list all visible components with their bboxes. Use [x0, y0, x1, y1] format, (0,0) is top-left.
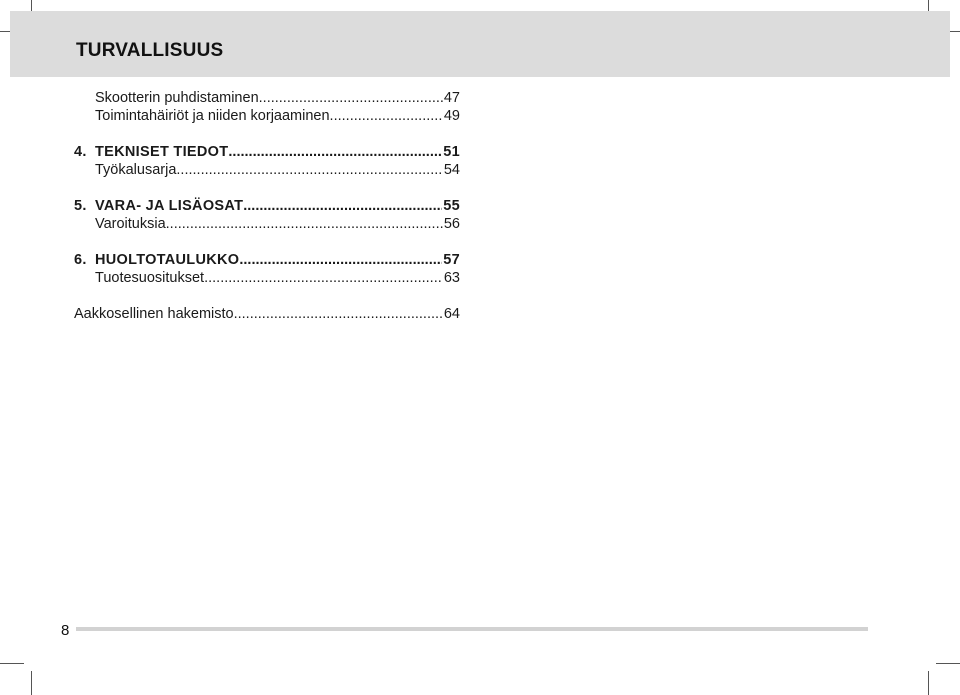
toc-leader-dots — [228, 144, 442, 162]
toc-chapter-technical-data[interactable] — [74, 144, 460, 162]
toc-entry-index[interactable] — [74, 306, 460, 324]
toc-entry-troubleshooting[interactable] — [74, 108, 460, 126]
toc-chapter-maintenance-table[interactable] — [74, 252, 460, 270]
toc-entry-page: 56 — [443, 215, 460, 232]
toc-gap — [74, 125, 460, 144]
toc-chapter-page: 51 — [443, 144, 460, 160]
toc-entry-label: Skootterin puhdistaminen — [95, 90, 259, 106]
toc-entry-page: 63 — [443, 269, 460, 286]
toc-chapter-spare-parts[interactable] — [74, 198, 460, 216]
toc-gap — [74, 233, 460, 252]
toc-entry-page: 54 — [443, 161, 460, 178]
toc-leader-dots — [234, 306, 443, 324]
crop-mark — [928, 671, 929, 695]
toc-leader-dots — [330, 108, 443, 126]
toc-entry-product-recommendations[interactable] — [74, 270, 460, 288]
toc-entry-label: Aakkosellinen hakemisto — [74, 306, 234, 322]
toc-chapter-page: 55 — [443, 198, 460, 214]
toc-chapter-label: HUOLTOTAULUKKO — [95, 252, 240, 268]
toc-entry-toolkit[interactable] — [74, 162, 460, 180]
toc-gap — [74, 179, 460, 198]
toc-gap — [74, 287, 460, 306]
toc-chapter-number: 6. — [74, 252, 87, 268]
toc-entry-warnings[interactable] — [74, 216, 460, 234]
toc-leader-dots — [259, 90, 443, 108]
crop-mark — [936, 663, 960, 664]
page-number: 8 — [61, 622, 70, 639]
footer-bar — [76, 627, 868, 631]
toc-entry-label: Tuotesuositukset — [95, 269, 205, 286]
toc-entry-page: 49 — [443, 107, 460, 124]
toc-entry-label: Työkalusarja — [95, 161, 177, 178]
crop-mark — [31, 671, 32, 695]
toc-chapter-label: VARA- JA LISÄOSAT — [95, 198, 244, 214]
toc-leader-dots — [166, 216, 443, 234]
table-of-contents — [74, 90, 460, 324]
toc-entry-label: Toimintahäiriöt ja niiden korjaaminen — [95, 107, 330, 124]
toc-leader-dots — [239, 252, 442, 270]
toc-entry-cleaning[interactable] — [74, 90, 460, 108]
toc-entry-label: Varoituksia — [95, 215, 166, 232]
toc-entry-page: 64 — [443, 306, 460, 322]
toc-chapter-number: 4. — [74, 144, 87, 160]
toc-chapter-page: 57 — [443, 252, 460, 268]
toc-chapter-label: TEKNISET TIEDOT — [95, 144, 229, 160]
crop-mark — [0, 663, 24, 664]
toc-entry-page: 47 — [443, 90, 460, 106]
toc-leader-dots — [204, 270, 443, 288]
toc-chapter-number: 5. — [74, 198, 87, 214]
toc-leader-dots — [243, 198, 442, 216]
section-title: TURVALLISUUS — [76, 40, 224, 61]
toc-leader-dots — [176, 162, 442, 180]
